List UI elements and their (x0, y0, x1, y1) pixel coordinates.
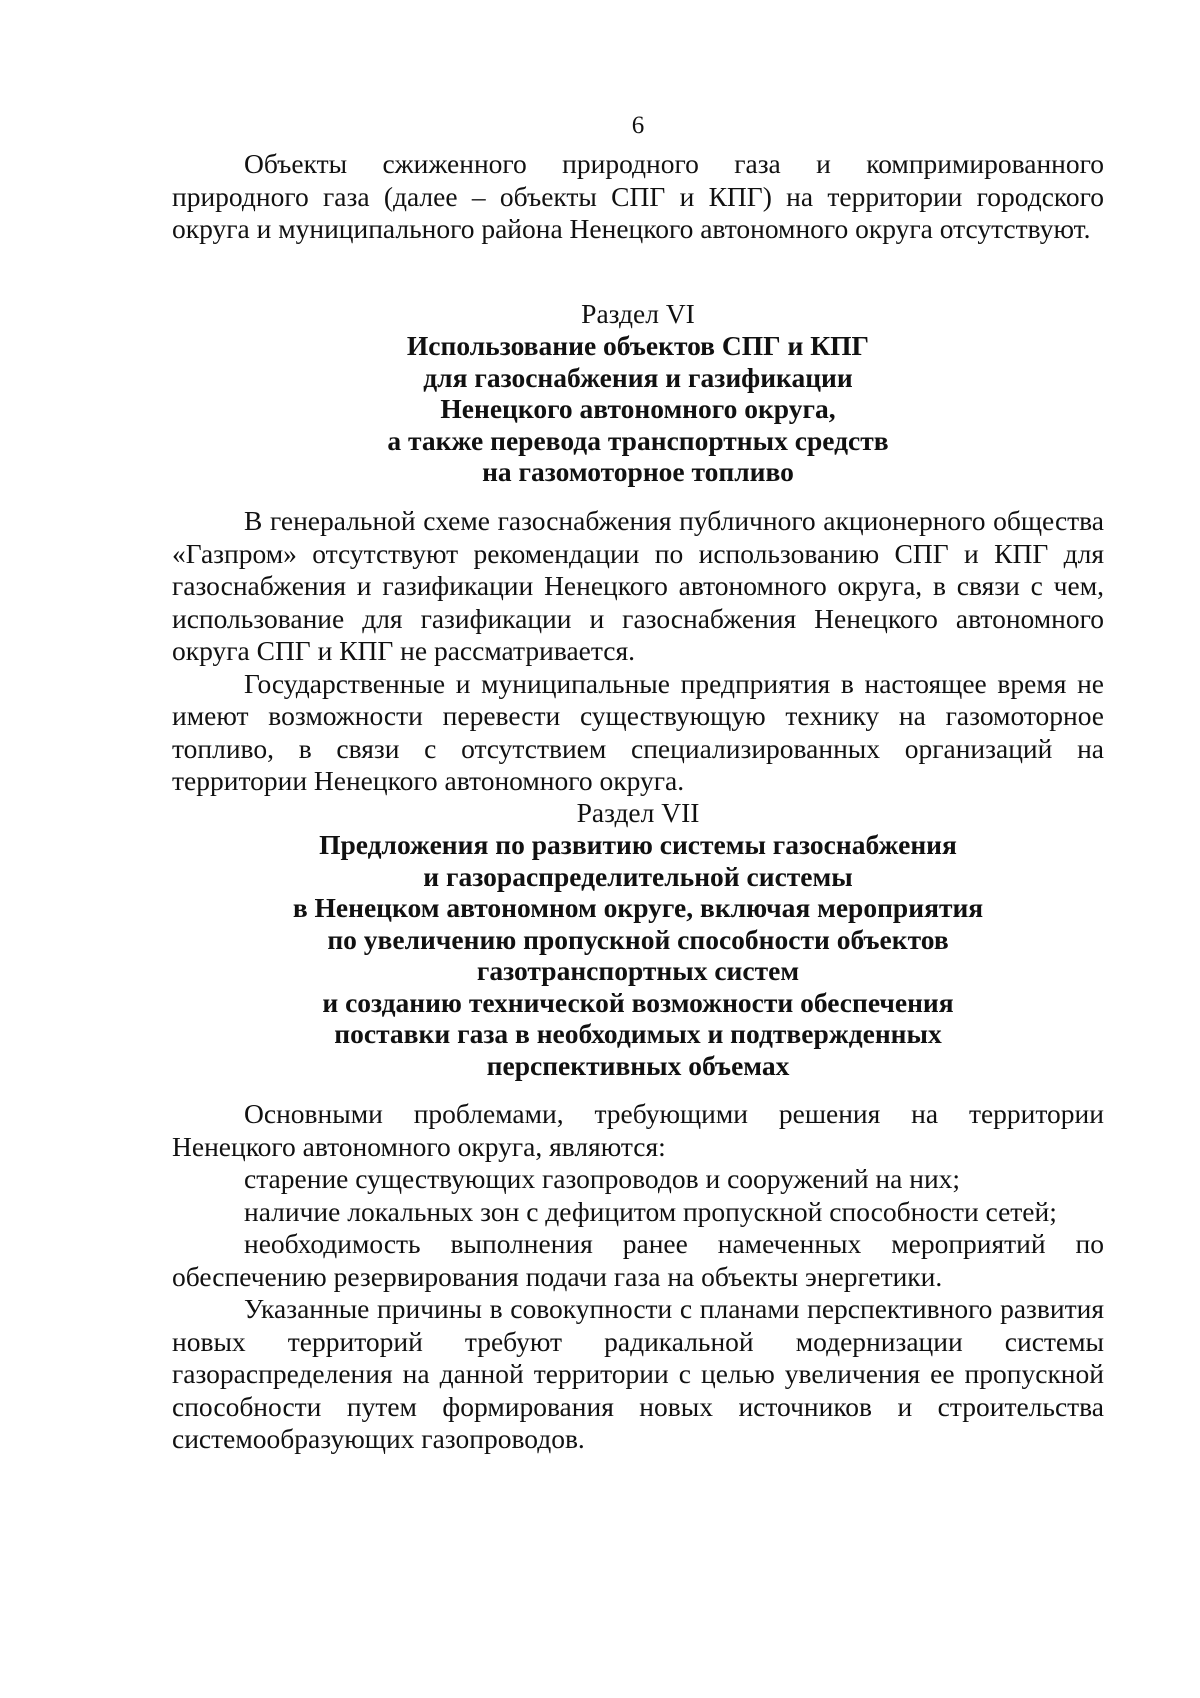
section-6-body (172, 505, 1104, 798)
section-6-title-line: Использование объектов СПГ и КПГ (406, 330, 870, 361)
section-7-title-line: поставки газа в необходимых и подтвержденных (334, 1018, 942, 1049)
section-6-title-line: а также перевода транспортных средств (387, 424, 889, 456)
section-6-title-line: для газоснабжения и газификации (423, 361, 853, 393)
section-7-title-line: Предложения по развитию системы газоснабжения (319, 829, 957, 860)
page-number: 6 (631, 112, 645, 139)
section-7-title-line: и созданию технической возможности обеспечения (322, 986, 954, 1018)
section-6-title-line: на газомоторное топливо (482, 456, 794, 487)
section-7-heading (172, 797, 1104, 1081)
section-7-title-line: в Ненецком автономном округе, включая мероприятия (292, 892, 984, 923)
section-7-list-item: старение существующих газопроводов и сооружений на них; (244, 1163, 961, 1194)
section-7-title-line: перспективных объемах (486, 1049, 790, 1081)
section-6-label: Раздел VI (581, 298, 695, 329)
section-7-title-line: по увеличению пропускной способности объектов (327, 923, 949, 955)
intro-paragraph: Объекты сжиженного природного газа и компримированного природного газа (далее – объекты СПГ и КПГ) на территории городского округа и муниципального района Ненецкого автономного округа отсутствуют. (172, 148, 1104, 244)
section-7-list-item: наличие локальных зон с дефицитом пропускной способности сетей; (244, 1195, 1057, 1227)
section-7-label: Раздел VII (576, 797, 700, 828)
section-7-list-item: необходимость выполнения ранее намеченных мероприятий по обеспечению резервирования подачи газа на объекты энергетики. (172, 1228, 1104, 1292)
section-7-paragraph: Основными проблемами, требующими решения на территории Ненецкого автономного округа, являются: (172, 1098, 1104, 1162)
section-6-paragraph: Государственные и муниципальные предприятия в настоящее время не имеют возможности перевести существующую технику на газомоторное топливо, в связи с отсутствием специализированных организаций на территории Ненецкого автономного округа. (172, 667, 1104, 796)
section-7-paragraph: Указанные причины в совокупности с планами перспективного развития новых территорий требуют радикальной модернизации системы газораспределения на данной территории с целью увеличения ее пропускной способности путем формирования новых источников и строительства системообразующих газопроводов. (172, 1293, 1104, 1454)
section-6-title (172, 330, 1104, 488)
section-6-heading (172, 298, 1104, 488)
section-7-title-line: газотранспортных систем (476, 955, 800, 986)
section-7-body (172, 1098, 1104, 1456)
intro-block (172, 148, 1104, 246)
section-6-title-line: Ненецкого автономного округа, (440, 393, 836, 424)
section-7-title-line: и газораспределительной системы (423, 860, 853, 892)
section-6-paragraph: В генеральной схеме газоснабжения публичного акционерного общества «Газпром» отсутствуют рекомендации по использованию СПГ и КПГ для газоснабжения и газификации Ненецкого автономного округа, в связи с чем, использование для газификации и газоснабжения Ненецкого автономного округа СПГ и КПГ не рассматривается. (172, 505, 1104, 666)
section-7-title (172, 829, 1104, 1081)
